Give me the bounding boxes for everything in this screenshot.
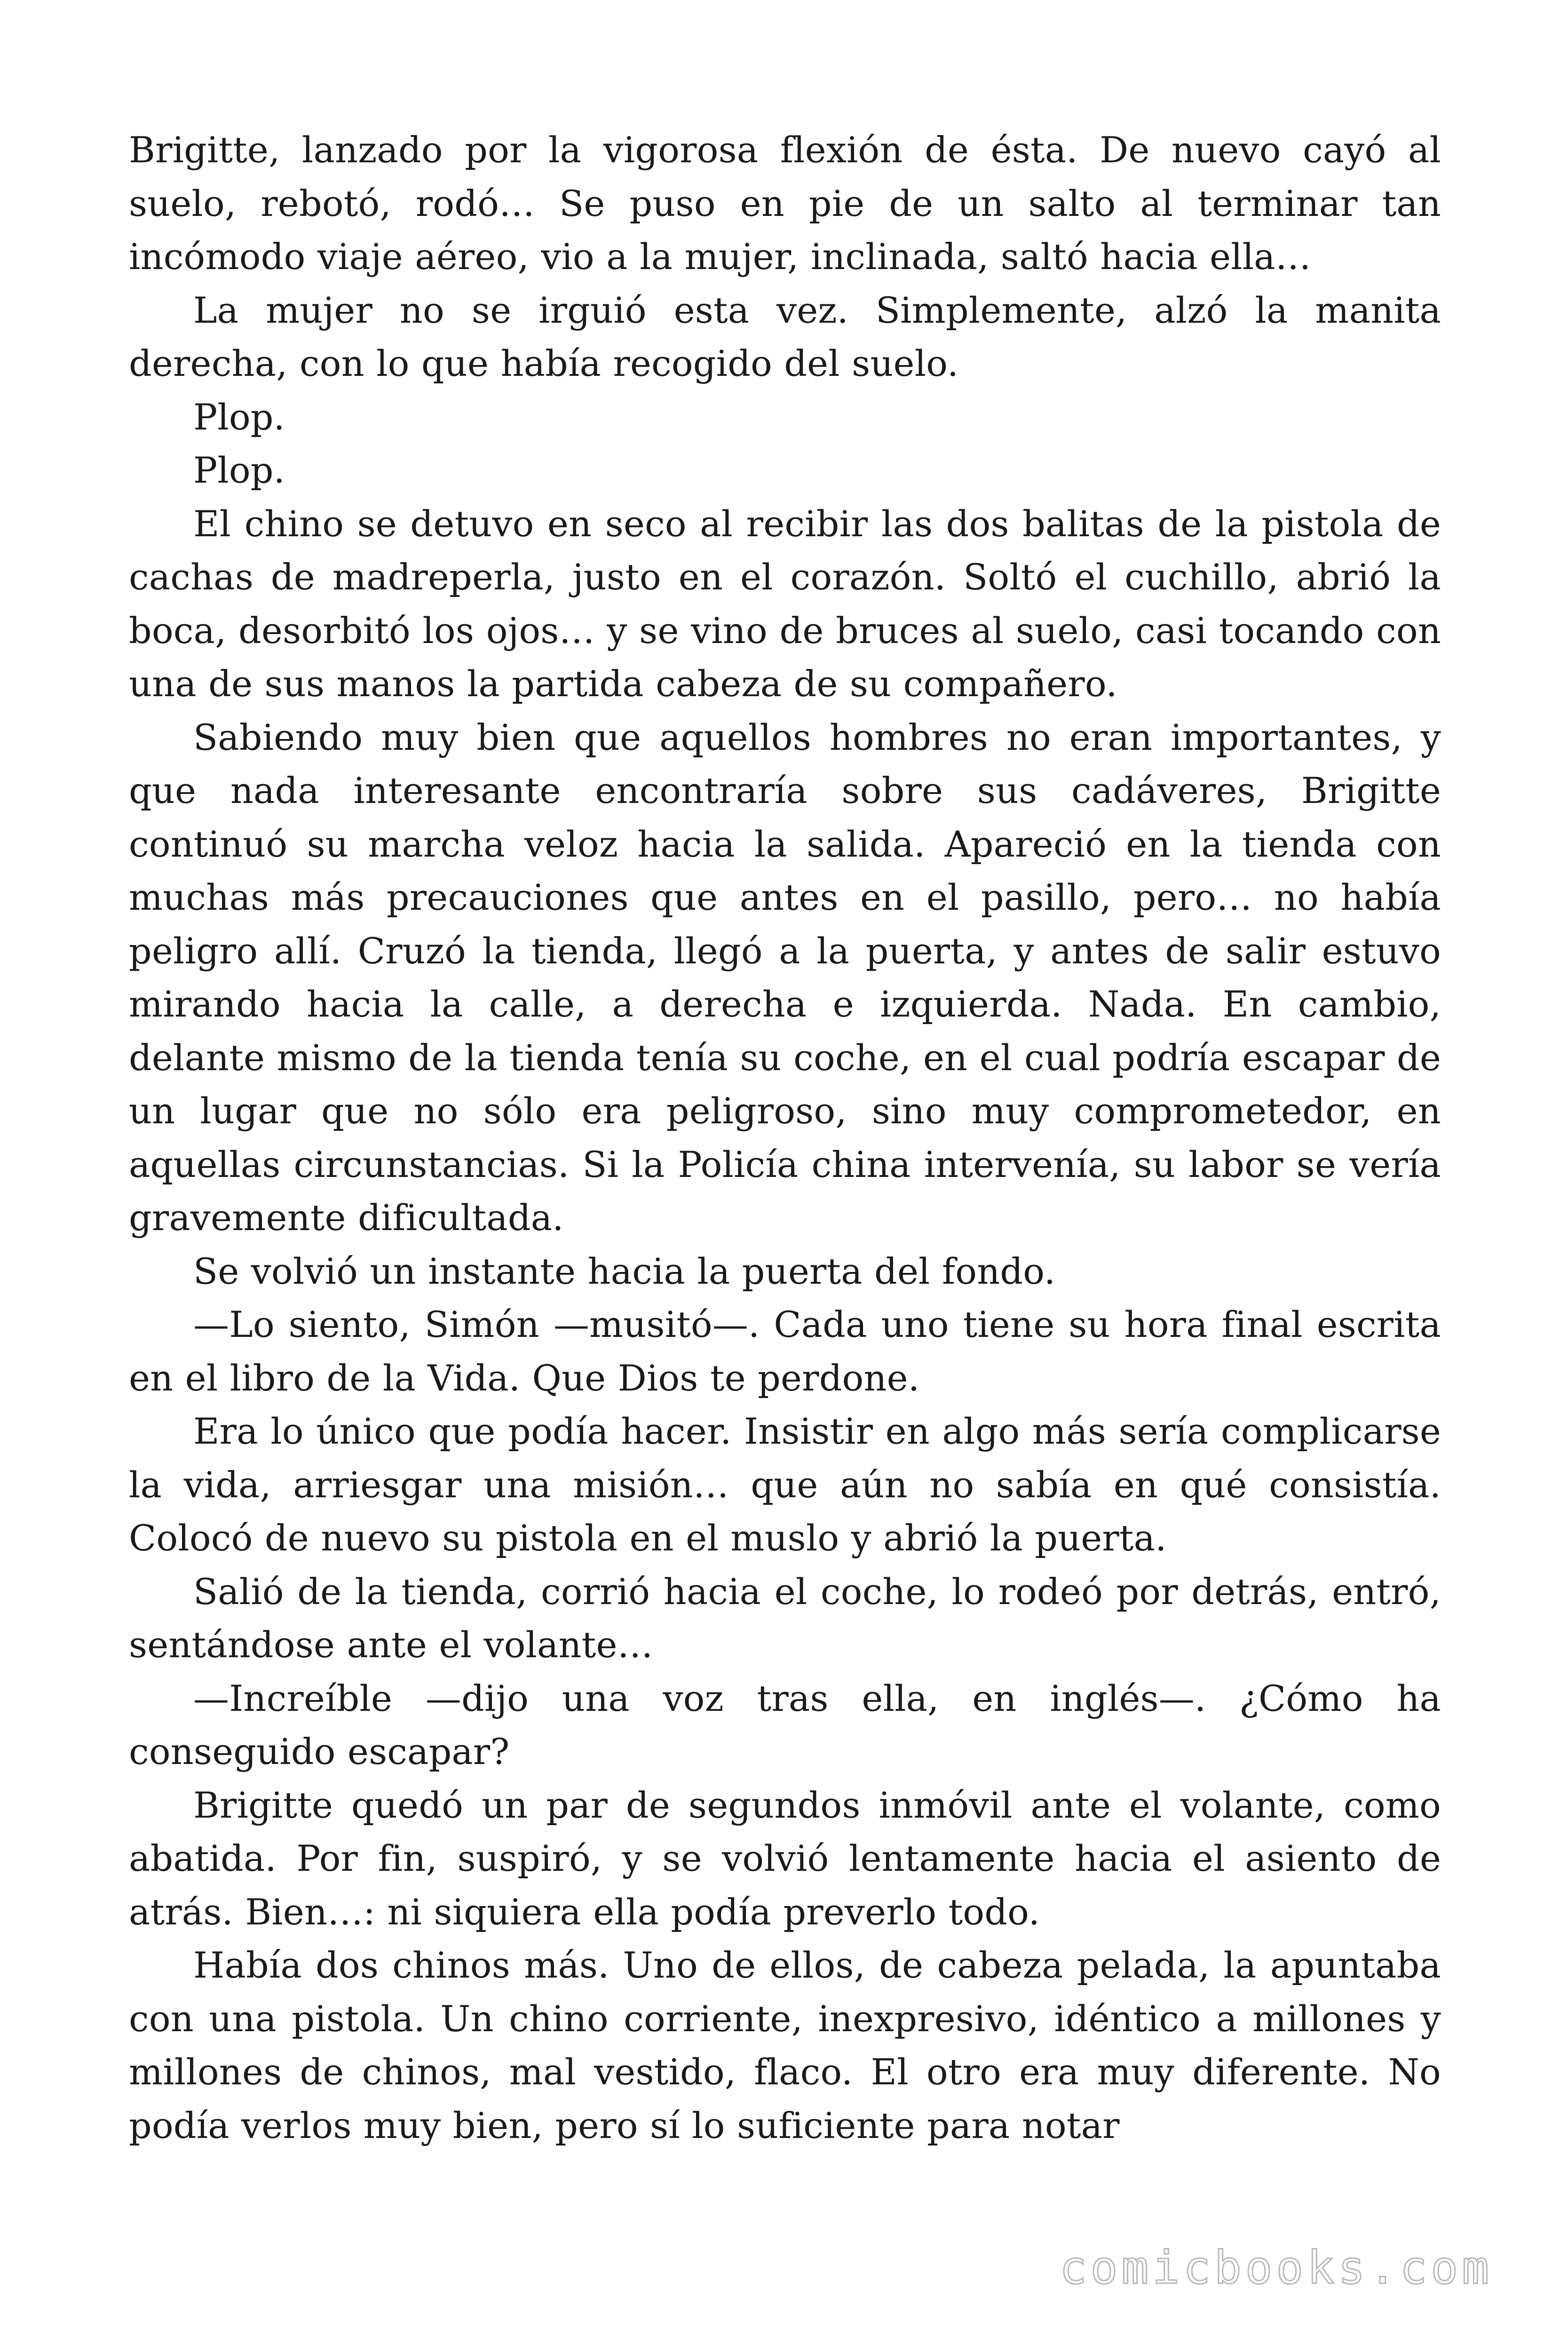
paragraph: Brigitte, lanzado por la vigorosa flexión de ésta. De nuevo cayó al suelo, rebotó, rodó… Se puso en pie de un salto al terminar tan incómodo viaje aéreo, vio a la mujer, inclinada, saltó hacia ella…	[129, 129, 1441, 278]
dialogue-paragraph: —Lo siento, Simón —musitó—. Cada uno tiene su hora final escrita en el libro de la Vida. Que Dios te perdone.	[129, 1303, 1441, 1399]
page-body	[129, 123, 1441, 2152]
paragraph: Brigitte quedó un par de segundos inmóvil ante el volante, como abatida. Por fin, suspiró, y se volvió lentamente hacia el asiento de atrás. Bien…: ni siquiera ella podía preverlo todo.	[129, 1784, 1441, 1933]
paragraph: La mujer no se irguió esta vez. Simplemente, alzó la manita derecha, con lo que había recogido del suelo.	[129, 289, 1441, 384]
watermark: comicbooks.com	[1059, 2241, 1493, 2294]
paragraph: Se volvió un instante hacia la puerta del fondo.	[193, 1250, 1056, 1292]
paragraph: Salió de la tienda, corrió hacia el coche, lo rodeó por detrás, entró, sentándose ante el volante…	[129, 1570, 1441, 1666]
paragraph: Había dos chinos más. Uno de ellos, de cabeza pelada, la apuntaba con una pistola. Un chino corriente, inexpresivo, idéntico a millones y millones de chinos, mal vestido, flaco. El otro era muy diferente. No podía verlos muy bien, pero sí lo suficiente para notar	[129, 1944, 1441, 2146]
paragraph: Plop.	[193, 396, 285, 438]
paragraph: El chino se detuvo en seco al recibir las dos balitas de la pistola de cachas de madreperla, justo en el corazón. Soltó el cuchillo, abrió la boca, desorbitó los ojos… y se vino de bruces al suelo, casi tocando con una de sus manos la partida cabeza de su compañero.	[129, 502, 1441, 705]
paragraph: Sabiendo muy bien que aquellos hombres no eran importantes, y que nada interesante encontraría sobre sus cadáveres, Brigitte continuó su marcha veloz hacia la salida. Apareció en la tienda con muchas más precauciones que antes en el pasillo, pero… no había peligro allí. Cruzó la tienda, llegó a la puerta, y antes de salir estuvo mirando hacia la calle, a derecha e izquierda. Nada. En cambio, delante mismo de la tienda tenía su coche, en el cual podría escapar de un lugar que no sólo era peligroso, sino muy comprometedor, en aquellas circunstancias. Si la Policía china intervenía, su labor se vería gravemente dificultada.	[129, 716, 1441, 1239]
paragraph: Era lo único que podía hacer. Insistir en algo más sería complicarse la vida, arriesgar una misión… que aún no sabía en qué consistía. Colocó de nuevo su pistola en el muslo y abrió la puerta.	[129, 1410, 1441, 1559]
dialogue-paragraph: —Increíble —dijo una voz tras ella, en inglés—. ¿Cómo ha conseguido escapar?	[129, 1677, 1441, 1772]
paragraph: Plop.	[193, 449, 285, 491]
